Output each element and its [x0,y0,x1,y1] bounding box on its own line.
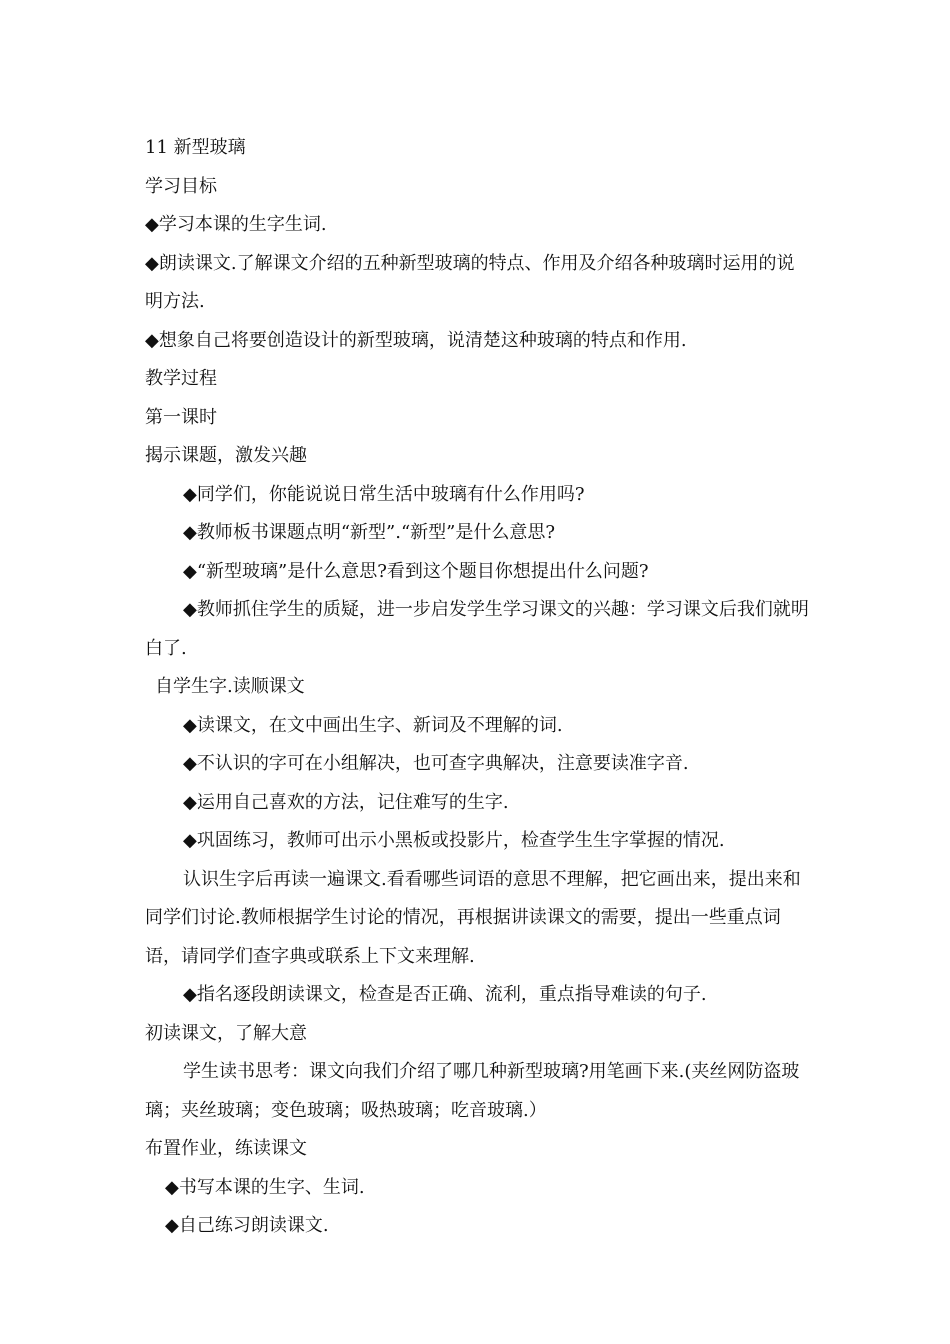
homework-item: ◆自己练习朗读课文. [165,1215,329,1236]
activity-item: ◆同学们，你能说说日常生活中玻璃有什么作用吗? [183,483,585,505]
step-heading: 自学生字.读顺课文 [155,676,305,697]
objective-item: ◆想象自己将要创造设计的新型玻璃，说清楚这种玻璃的特点和作用. [145,329,687,351]
document-body [145,129,810,1246]
activity-item: ◆教师抓住学生的质疑，进一步启发学生学习课文的兴趣：学习课文后我们就明白了. [145,599,809,659]
objective-item: ◆学习本课的生字生词. [145,214,327,235]
activity-item: ◆不认识的字可在小组解决，也可查字典解决，注意要读准字音. [183,753,689,774]
activity-item: ◆巩固练习，教师可出示小黑板或投影片，检查学生生字掌握的情况. [183,830,725,851]
activity-item: ◆运用自己喜欢的方法，记住难写的生字. [183,791,509,813]
step-heading: 初读课文，了解大意 [145,1022,307,1044]
section-heading-process: 教学过程 [145,368,217,389]
activity-item: ◆指名逐段朗读课文，检查是否正确、流利，重点指导难读的句子. [183,984,707,1005]
lesson-title: 11 新型玻璃 [145,137,246,158]
step-heading: 揭示课题，激发兴趣 [145,445,307,466]
activity-item: ◆“新型玻璃”是什么意思?看到这个题目你想提出什么问题? [183,560,649,582]
objective-item: ◆朗读课文.了解课文介绍的五种新型玻璃的特点、作用及介绍各种玻璃时运用的说明方法. [145,252,795,312]
paragraph: 认识生字后再读一遍课文.看看哪些词语的意思不理解，把它画出来，提出来和同学们讨论.教师根据学生讨论的情况，再根据讲读课文的需要，提出一些重点词语，请同学们查字典或联系上下文来理解. [145,868,801,967]
paragraph: 学生读书思考：课文向我们介绍了哪几种新型玻璃?用笔画下来.(夹丝网防盗玻璃；夹丝玻璃；变色玻璃；吸热玻璃；吃音玻璃.） [145,1061,800,1121]
activity-item: ◆读课文，在文中画出生字、新词及不理解的词. [183,714,563,736]
section-heading-objectives: 学习目标 [145,175,217,197]
step-heading: 布置作业，练读课文 [145,1138,307,1159]
homework-item: ◆书写本课的生字、生词. [165,1176,365,1198]
activity-item: ◆教师板书课题点明“新型”.“新型”是什么意思? [183,522,556,543]
subheading-first-period: 第一课时 [145,406,217,428]
